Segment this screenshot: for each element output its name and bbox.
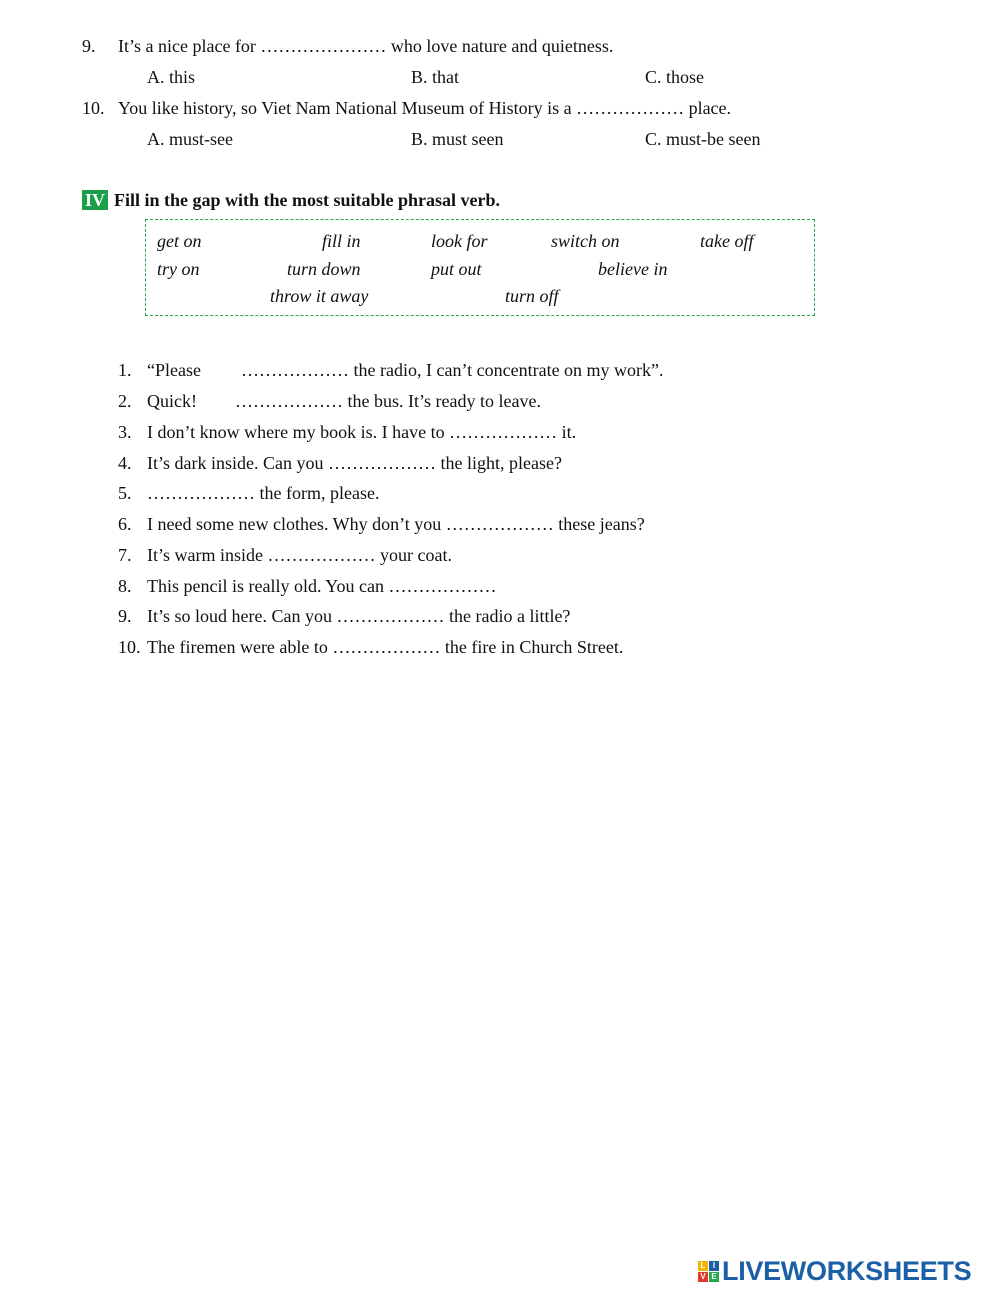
item-1-text: ……………… the radio, I can’t concentrate on my work”. (241, 360, 664, 380)
item-2-prefix: Quick! (147, 391, 197, 411)
logo-text: LIVEWORKSHEETS (722, 1255, 972, 1286)
mcq-10-option-b: B. must seen (411, 129, 504, 149)
item-6-number: 6. (118, 514, 132, 534)
item-2-number: 2. (118, 391, 132, 411)
logo-block-i: I (709, 1261, 719, 1271)
word-turn-down: turn down (287, 259, 361, 279)
mcq-9-option-a: A. this (147, 67, 196, 87)
word-put-out: put out (431, 259, 482, 279)
word-turn-off: turn off (505, 286, 559, 306)
item-2-text: ……………… the bus. It’s ready to leave. (235, 391, 541, 411)
item-8-number: 8. (118, 576, 132, 596)
word-believe-in: believe in (598, 259, 668, 279)
word-fill-in: fill in (322, 231, 361, 251)
mcq-9-option-c: C. those (645, 67, 705, 87)
mcq-9-number: 9. (82, 36, 96, 56)
liveworksheets-logo (698, 1256, 971, 1286)
item-4-text: It’s dark inside. Can you ……………… the light, please? (147, 453, 562, 473)
mcq-9-question: It’s a nice place for ………………… who love nature and quietness. (118, 36, 614, 56)
word-look-for: look for (431, 231, 488, 251)
logo-block-v: V (698, 1272, 708, 1282)
item-5-text: ……………… the form, please. (147, 483, 380, 503)
mcq-9-option-b: B. that (411, 67, 459, 87)
item-1-prefix: “Please (147, 360, 201, 380)
item-6-text: I need some new clothes. Why don’t you ……………… these jeans? (147, 514, 645, 534)
word-take-off: take off (700, 231, 754, 251)
logo-block-l: L (698, 1261, 708, 1271)
item-7-number: 7. (118, 545, 132, 565)
word-get-on: get on (157, 231, 202, 251)
logo-block-e: E (709, 1272, 719, 1282)
item-7-text: It’s warm inside ……………… your coat. (147, 545, 452, 565)
section-title: Fill in the gap with the most suitable phrasal verb. (114, 190, 501, 210)
item-5-number: 5. (118, 483, 132, 503)
word-try-on: try on (157, 259, 200, 279)
word-switch-on: switch on (551, 231, 620, 251)
item-8-text: This pencil is really old. You can ……………… (147, 576, 497, 596)
item-1-number: 1. (118, 360, 132, 380)
item-9-text: It’s so loud here. Can you ……………… the radio a little? (147, 606, 571, 626)
item-3-text: I don’t know where my book is. I have to ……………… it. (147, 422, 577, 442)
item-10-number: 10. (118, 637, 141, 657)
section-badge: IV (82, 190, 108, 210)
mcq-10-question: You like history, so Viet Nam National Museum of History is a ……………… place. (118, 98, 732, 118)
logo-blocks-icon (698, 1261, 719, 1282)
mcq-10-option-a: A. must-see (147, 129, 233, 149)
mcq-10-option-c: C. must-be seen (645, 129, 761, 149)
item-4-number: 4. (118, 453, 132, 473)
mcq-10-number: 10. (82, 98, 105, 118)
item-9-number: 9. (118, 606, 132, 626)
item-3-number: 3. (118, 422, 132, 442)
item-10-text: The firemen were able to ……………… the fire in Church Street. (147, 637, 624, 657)
word-throw-it-away: throw it away (270, 286, 369, 306)
